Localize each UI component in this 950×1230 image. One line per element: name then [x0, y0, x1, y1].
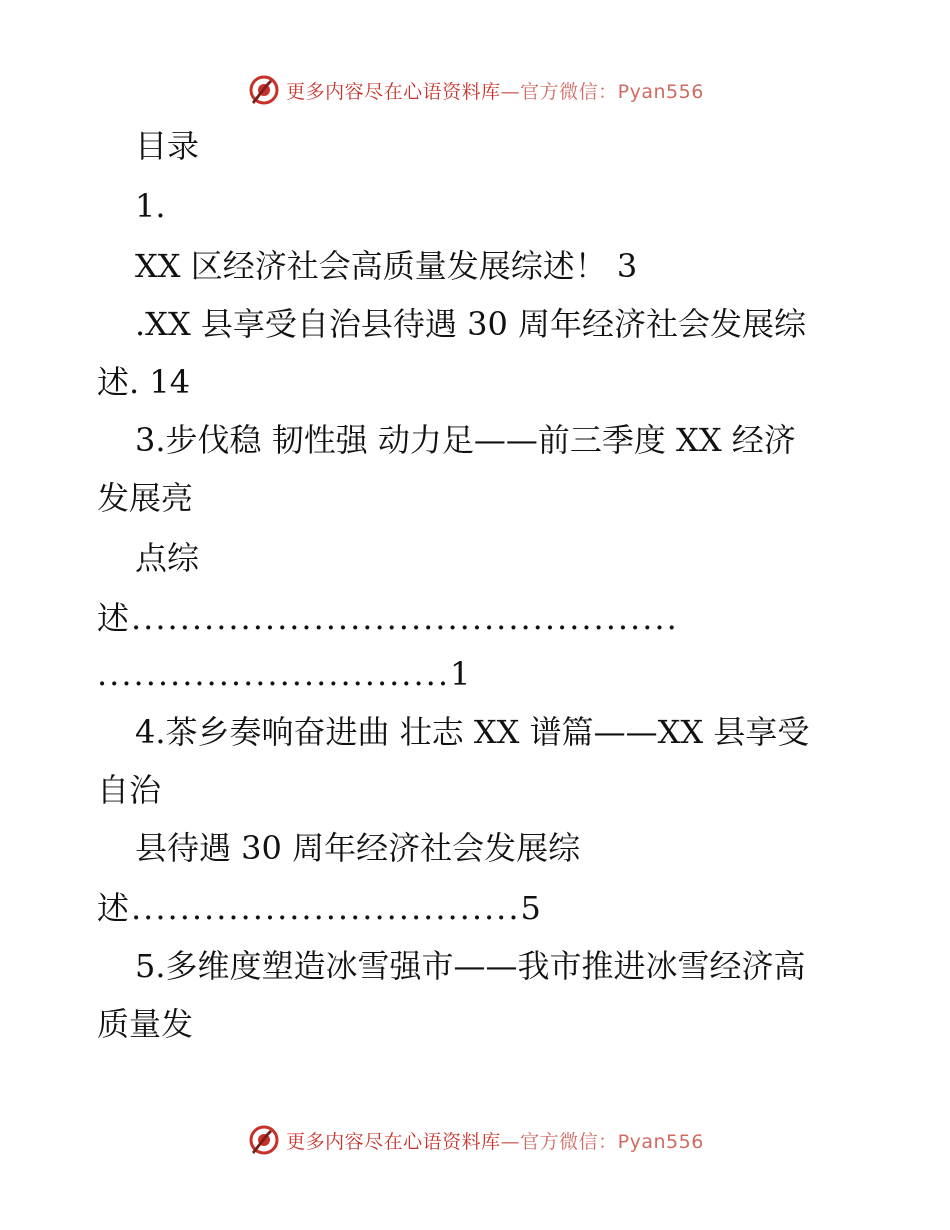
watermark-main-text: 更多内容尽在心语资料库 [286, 80, 501, 103]
watermark-main-text: 更多内容尽在心语资料库 [286, 1130, 501, 1153]
toc-line-3: .XX 县享受自治县待遇 30 周年经济社会发展综 [135, 305, 806, 343]
toc-line-8: 述............................................. [97, 599, 679, 637]
toc-line-15: 质量发 [97, 1005, 194, 1043]
pen-logo-icon [246, 72, 282, 108]
toc-line-6: 发展亮 [97, 479, 194, 517]
toc-line-4: 述. 14 [97, 363, 191, 401]
toc-line-12: 县待遇 30 周年经济社会发展综 [135, 829, 581, 867]
toc-line-9: .............................1 [97, 655, 473, 693]
pen-logo-icon [246, 1122, 282, 1158]
watermark-sub-text: —官方微信：Pyan556 [500, 80, 704, 103]
toc-line-5: 3.步伐稳 韧性强 动力足——前三季度 XX 经济 [135, 421, 796, 459]
toc-title: 目录 [135, 127, 200, 165]
toc-line-14: 5.多维度塑造冰雪强市——我市推进冰雪经济高 [135, 947, 806, 985]
toc-line-7: 点综 [135, 539, 200, 577]
footer-watermark [0, 1120, 950, 1160]
header-watermark [0, 70, 950, 110]
toc-line-10: 4.茶乡奏响奋进曲 壮志 XX 谱篇——XX 县享受 [135, 713, 810, 751]
watermark-sub-text: —官方微信：Pyan556 [500, 1130, 704, 1153]
toc-line-2: XX 区经济社会高质量发展综述！ 3 [135, 247, 638, 285]
toc-line-11: 自治 [97, 771, 162, 809]
toc-line-1: 1. [135, 187, 166, 225]
toc-line-13: 述................................5 [97, 889, 543, 927]
